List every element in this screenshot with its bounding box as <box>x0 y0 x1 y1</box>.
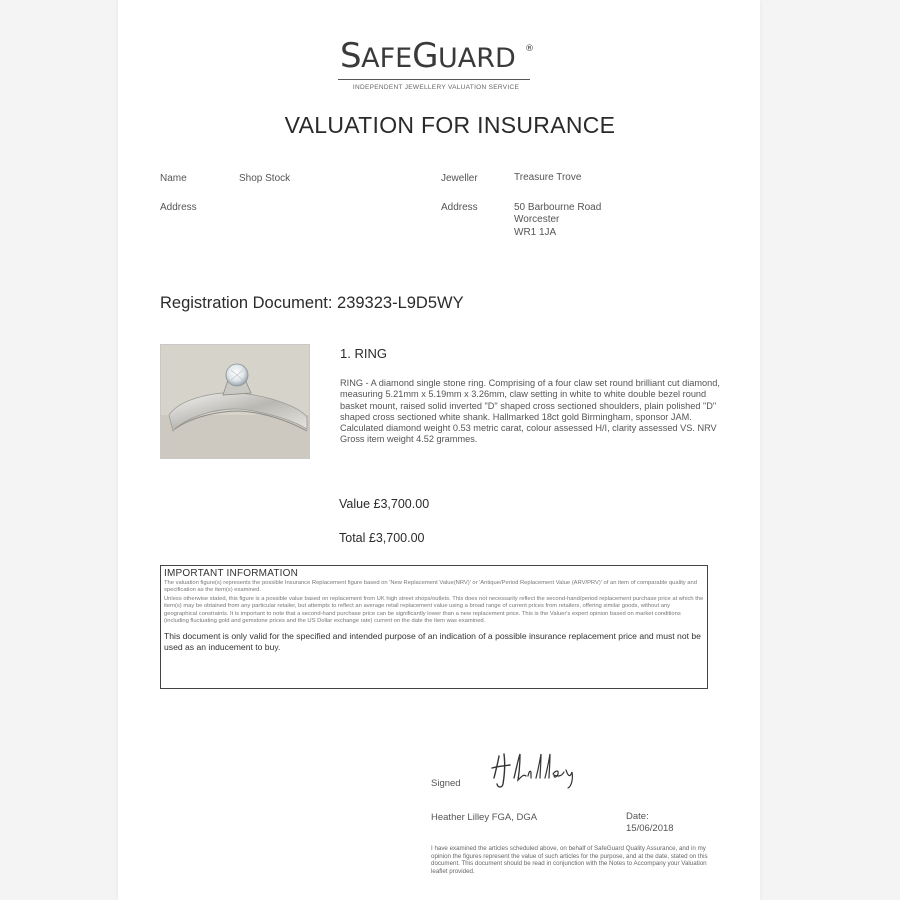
total-value <box>339 531 425 545</box>
item-title: 1. RING <box>340 346 387 361</box>
ring-photo <box>160 344 310 459</box>
safeguard-logo: SAFEGUARD ® <box>340 36 534 76</box>
jeweller-label: Jeweller <box>441 173 478 184</box>
signed-label: Signed <box>431 778 461 789</box>
registration-document <box>160 294 464 313</box>
logo-underline <box>338 79 530 80</box>
jeweller-address-label: Address <box>441 202 478 213</box>
important-text-1: The valuation figure(s) represents the possible Insurance Replacement figure based on 'New Replacement Value(NRV)' or 'Antique/Period Replacement Value (ARV/PRV)' of an item of comparable quality and specification as the item(s) examined. <box>164 580 697 594</box>
value-label: Value <box>339 497 371 511</box>
jeweller-address-line: 50 Barbourne Road <box>514 202 602 213</box>
document-title: VALUATION FOR INSURANCE <box>284 112 616 138</box>
important-text-2: Unless otherwise stated, this figure is a possible value based on replacement from UK high street shops/outlets. This does not necessarily reflect the second-hand/period replacement purchase price at which the item(s) may be obtained from any particular retailer, but attempts to reflect an average retail replacement value using a broad range of current prices from retailers, offering similar goods, without any geographical constraints. It is important to note that a second-hand purchase price can be significantly lower than a new replacement price. This is the Valuer's expert opinion based on market conditions (including fluctuating gold and gemstone prices and the US Dollar exchange rate) current on the date the item was examined. <box>164 595 704 625</box>
item-description: RING - A diamond single stone ring. Comprising of a four claw set round brilliant cut diamond, measuring 5.21mm x 5.19mm x 3.26mm, claw setting in white to white double bezel round basket mount, raised solid inverted "D" shaped cross sectioned shoulders, plain polished "D" shaped cross sectioned white shank. Hallmarked 18ct gold Birmingham, sponsor JAM. Calculated diamond weight 0.53 metric carat, colour assessed H/I, clarity assessed VS. NRV Gross item weight 4.52 grammes. <box>340 378 720 445</box>
jeweller-address-line: Worcester <box>514 214 560 225</box>
date-label: Date: <box>626 811 649 822</box>
signature <box>488 748 584 790</box>
date-value: 15/06/2018 <box>626 823 674 834</box>
jeweller-address-line: WR1 1JA <box>514 227 557 238</box>
important-information-box <box>160 565 708 689</box>
ring-image <box>161 345 309 458</box>
important-heading: IMPORTANT INFORMATION <box>164 568 299 579</box>
registration-number: 239323-L9D5WY <box>337 294 464 312</box>
certification-statement: I have examined the articles scheduled above, on behalf of SafeGuard Quality Assurance, and in my opinion the figures represent the value of such articles for the purpose, and at the date, stated on this document. This document should be read in conjunction with the Notes to Accompany your Valuation leaflet provided. <box>431 845 708 875</box>
logo-tagline: INDEPENDENT JEWELLERY VALUATION SERVICE <box>352 84 520 91</box>
name-label: Name <box>160 173 187 184</box>
total-amount: £3,700.00 <box>368 531 425 545</box>
total-label: Total <box>339 531 366 545</box>
important-disclaimer: This document is only valid for the specified and intended purpose of an indication of a possible insurance replacement price and must not be used as an inducement to buy. <box>164 631 701 653</box>
valuer-name: Heather Lilley FGA, DGA <box>431 812 538 823</box>
jeweller-value: Treasure Trove <box>514 172 582 183</box>
customer-address-label: Address <box>160 202 197 213</box>
item-value <box>339 497 429 511</box>
value-amount: £3,700.00 <box>373 497 430 511</box>
name-value: Shop Stock <box>239 173 291 184</box>
registration-label: Registration Document: <box>160 294 333 312</box>
registered-mark: ® <box>525 44 534 54</box>
